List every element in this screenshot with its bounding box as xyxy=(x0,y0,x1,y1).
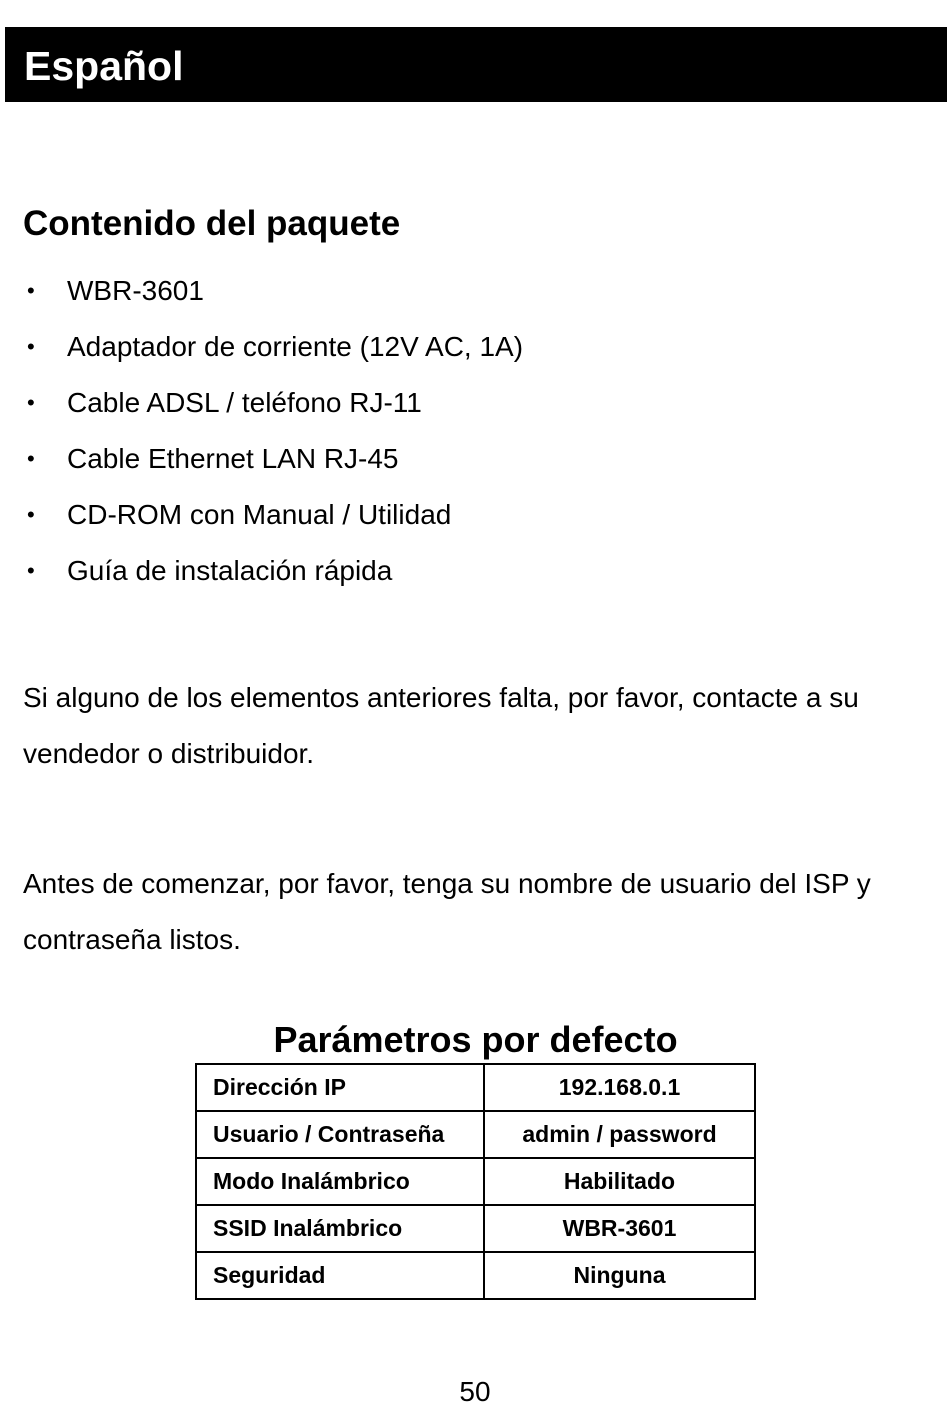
page-number: 50 xyxy=(459,1376,491,1407)
setting-value: WBR-3601 xyxy=(484,1205,755,1252)
list-item-text: Cable Ethernet LAN RJ-45 xyxy=(67,443,399,474)
bullet-icon: • xyxy=(27,390,35,415)
list-item-text: CD-ROM con Manual / Utilidad xyxy=(67,499,452,530)
setting-value: Habilitado xyxy=(484,1158,755,1205)
package-contents-heading: Contenido del paquete xyxy=(23,204,401,243)
list-item-text: Cable ADSL / teléfono RJ-11 xyxy=(67,387,422,418)
setting-key: SSID Inalámbrico xyxy=(196,1205,484,1252)
list-item-text: WBR-3601 xyxy=(67,275,204,306)
table-row xyxy=(196,1111,755,1158)
before-start-paragraph: Antes de comenzar, por favor, tenga su nombre de usuario del ISP y contraseña listos. xyxy=(23,868,871,955)
table-row xyxy=(196,1252,755,1299)
setting-key: Dirección IP xyxy=(196,1064,484,1111)
list-item-text: Adaptador de corriente (12V AC, 1A) xyxy=(67,331,524,362)
bullet-icon: • xyxy=(27,502,35,527)
default-settings-title: Parámetros por defecto xyxy=(273,1019,678,1060)
language-header-bar xyxy=(5,27,947,102)
setting-key: Seguridad xyxy=(196,1252,484,1299)
setting-key: Modo Inalámbrico xyxy=(196,1158,484,1205)
list-item-text: Guía de instalación rápida xyxy=(67,555,393,586)
bullet-icon: • xyxy=(27,334,35,359)
setting-value: admin / password xyxy=(484,1111,755,1158)
table-row xyxy=(196,1158,755,1205)
default-settings-table xyxy=(195,1063,756,1300)
missing-items-paragraph: Si alguno de los elementos anteriores falta, por favor, contacte a su vendedor o distribuidor. xyxy=(23,682,859,769)
table-row xyxy=(196,1064,755,1111)
setting-value: Ninguna xyxy=(484,1252,755,1299)
language-title: Español xyxy=(24,43,184,89)
setting-key: Usuario / Contraseña xyxy=(196,1111,484,1158)
bullet-icon: • xyxy=(27,278,35,303)
bullet-icon: • xyxy=(27,446,35,471)
setting-value: 192.168.0.1 xyxy=(484,1064,755,1111)
bullet-icon: • xyxy=(27,558,35,583)
table-row xyxy=(196,1205,755,1252)
